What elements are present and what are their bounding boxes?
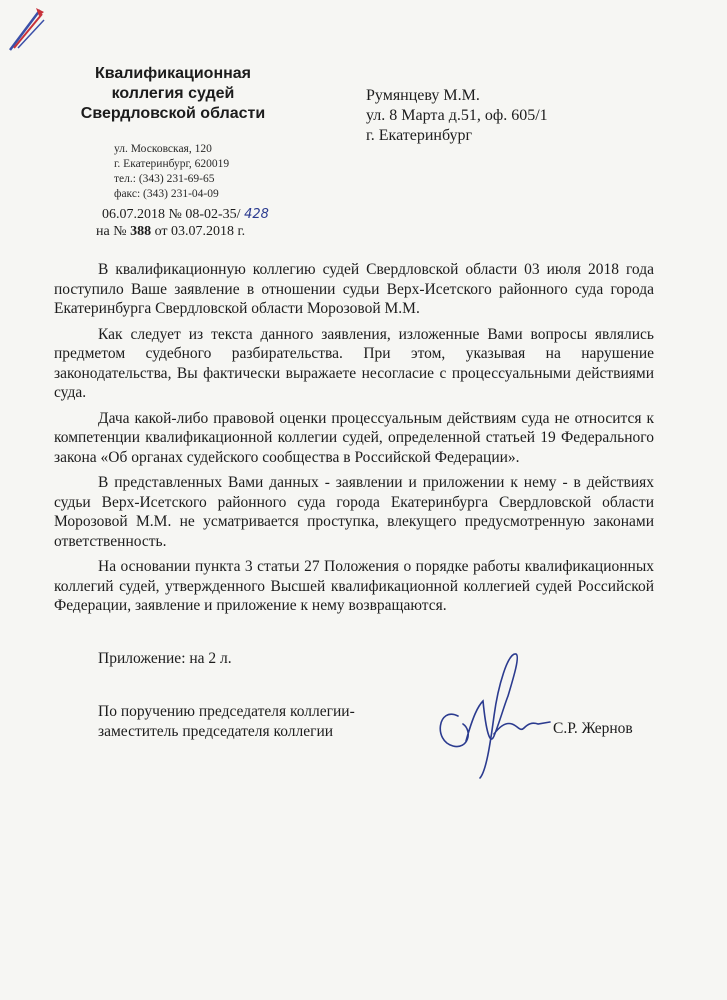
sender-contacts xyxy=(114,142,229,202)
recipient-city: г. Екатеринбург xyxy=(366,127,473,144)
sender-org-line: Свердловской области xyxy=(80,105,266,122)
body-paragraph: Дача какой-либо правовой оценки процессуальным действиям суда не относится к компетенции квалификационной коллегии судей, определенной статьей 19 Федерального закона «Об органах судейского сообщества в Российской Федерации». xyxy=(54,409,654,466)
recipient-block xyxy=(366,86,548,146)
body-paragraph: В представленных Вами данных - заявлении и приложении к нему - в действиях судьи Верх-Исетского районного суда города Екатеринбурга Свердловской области Морозовой М.М. не усматривается проступка, влекущего предусмотренную законами ответственность. xyxy=(54,474,654,550)
sender-org-line: коллегия судей xyxy=(111,85,235,102)
attachment-note: Приложение: на 2 л. xyxy=(98,650,232,667)
body-paragraph: На основании пункта 3 статьи 27 Положения о порядке работы квалификационных коллегий судей, утвержденного Высшей квалификационной коллегией судей Российской Федерации, заявление и приложение к нему возвращаются. xyxy=(54,558,654,614)
handwritten-signature xyxy=(428,646,558,786)
sender-street: ул. Московская, 120 xyxy=(114,143,212,155)
incoming-suffix: от 03.07.2018 г. xyxy=(154,224,246,239)
incoming-prefix: на № xyxy=(96,224,127,239)
outgoing-ref xyxy=(96,206,269,223)
signatory-line: По поручению председателя коллегии- xyxy=(98,703,355,720)
sender-fax: факс: (343) 231-04-09 xyxy=(114,188,219,200)
body-paragraph: Как следует из текста данного заявления, изложенные Вами вопросы являлись предметом судебного разбирательства. При этом, указывая на нарушение законодательства, Вы фактически выражаете несогласие с процессуальными действиями суда. xyxy=(54,325,654,401)
signatory-line: заместитель председателя коллегии xyxy=(98,723,334,740)
recipient-address: ул. 8 Марта д.51, оф. 605/1 xyxy=(366,107,548,124)
letter-body xyxy=(54,260,654,616)
signer-name: С.Р. Жернов xyxy=(553,720,633,737)
outgoing-date-number: 06.07.2018 № 08-02-35/ xyxy=(102,207,241,222)
sender-organization xyxy=(70,64,276,124)
sender-org-line: Квалификационная xyxy=(94,65,252,82)
emblem-icon xyxy=(6,4,46,54)
handwritten-number: 428 xyxy=(244,207,269,222)
sender-city: г. Екатеринбург, 620019 xyxy=(114,158,230,170)
sender-phone: тел.: (343) 231-69-65 xyxy=(114,173,215,185)
signatory-title xyxy=(98,702,355,742)
reference-numbers xyxy=(96,206,269,240)
incoming-ref xyxy=(96,223,269,240)
body-paragraph: В квалификационную коллегию судей Свердловской области 03 июля 2018 года поступило Ваше заявление в отношении судьи Верх-Исетского районного суда города Екатеринбурга Свердловской области Морозовой М.М. xyxy=(54,261,654,317)
recipient-name: Румянцеву М.М. xyxy=(366,87,480,104)
incoming-number: 388 xyxy=(130,224,152,239)
